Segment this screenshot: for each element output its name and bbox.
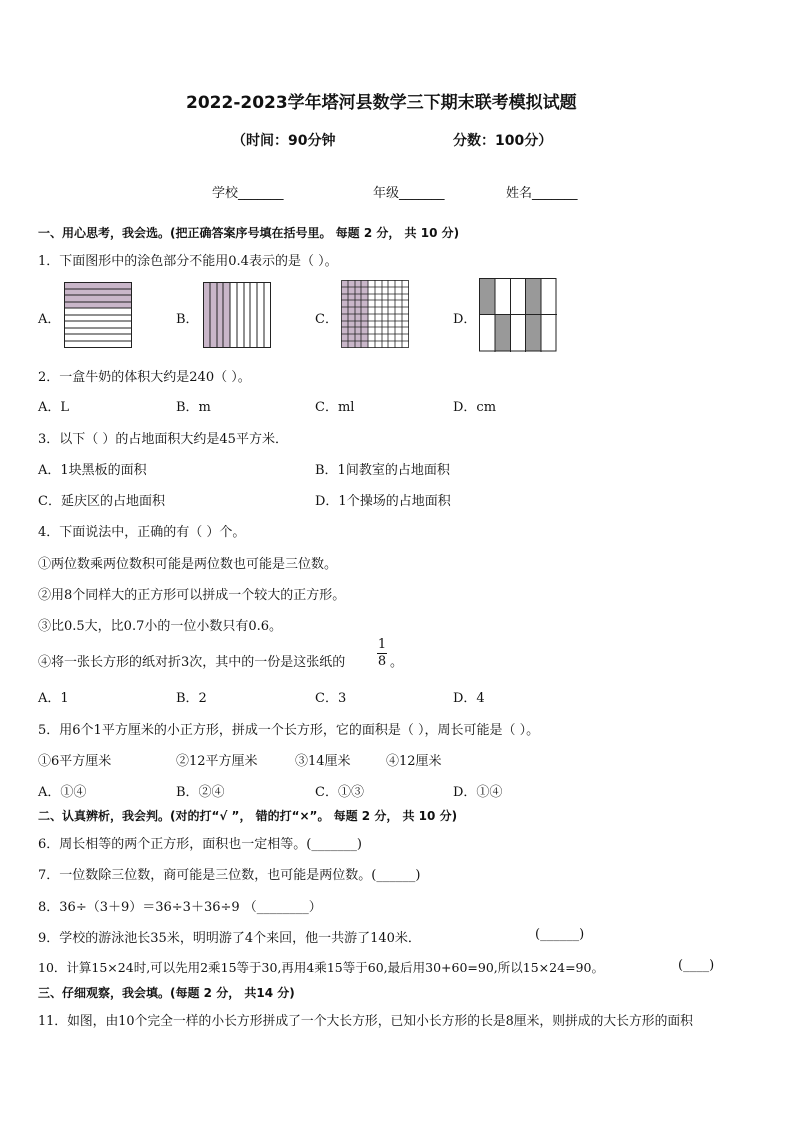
q1-figure-d: [479, 278, 557, 352]
q2-stem: 2．一盒牛奶的体积大约是240（ ）。: [38, 370, 251, 385]
q1-stem: 1．下面图形中的涂色部分不能用0.4表示的是（ ）。: [38, 254, 338, 269]
q2-option-b: B．m: [176, 400, 211, 415]
q4-option-b: B．2: [176, 691, 207, 706]
q3-option-a: A．1块黑板的面积: [38, 463, 147, 478]
q3-stem: 3．以下（ ）的占地面积大约是45平方米．: [38, 432, 288, 447]
q1-figure-c: [341, 280, 409, 348]
exam-score: 分数：100分）: [453, 133, 553, 149]
q10: 10．计算15×24时,可以先用2乘15等于30,再用4乘15等于60,最后用30+60=90,所以15×24=90。: [38, 960, 604, 975]
q11: 11．如图，由10个完全一样的小长方形拼成了一个大长方形，已知小长方形的长是8厘米，则拼成的大长方形的面积: [38, 1014, 693, 1029]
q4-statement-1: ①两位数乘两位数积可能是两位数也可能是三位数。: [38, 557, 338, 572]
school-field: 学校_______: [212, 186, 284, 201]
q5-item-1: ①6平方厘米: [38, 754, 112, 769]
fraction-numerator: 1: [377, 637, 387, 652]
section1-heading: 一、用心思考，我会选。(把正确答案序号填在括号里。 每题 2 分， 共 10 分): [38, 226, 460, 240]
q5-item-4: ④12厘米: [386, 754, 442, 769]
q4-statement-2: ②用8个同样大的正方形可以拼成一个较大的正方形。: [38, 588, 346, 603]
q8: 8．36÷（3＋9）＝36÷3＋36÷9 （________）: [38, 900, 322, 915]
q2-option-d: D．cm: [453, 400, 497, 415]
q1-figure-b: [203, 282, 271, 348]
fraction-one-eighth: [377, 638, 387, 669]
q5-option-d: D．①④: [453, 785, 503, 800]
fraction-denominator: 8: [377, 654, 387, 669]
page-title: 2022-2023学年塔河县数学三下期末联考模拟试题: [186, 93, 577, 113]
q3-option-b: B．1间教室的占地面积: [315, 463, 450, 478]
q1-figure-a: [64, 282, 132, 348]
q4-option-a: A．1: [38, 691, 69, 706]
q5-option-b: B．②④: [176, 785, 225, 800]
q10-blank: (____): [678, 958, 715, 973]
q3-option-d: D．1个操场的占地面积: [315, 494, 451, 509]
exam-time: （时间：90分钟: [232, 133, 336, 149]
section3-heading: 三、仔细观察，我会填。(每题 2 分， 共14 分): [38, 986, 295, 1000]
q9-blank: (______): [535, 927, 585, 942]
q5-item-2: ②12平方厘米: [176, 754, 258, 769]
q4-statement-3: ③比0.5大，比0.7小的一位小数只有0.6。: [38, 619, 283, 634]
q2-option-c: C．ml: [315, 400, 355, 415]
q7: 7．一位数除三位数，商可能是三位数，也可能是两位数。(______): [38, 868, 421, 883]
q5-option-c: C．①③: [315, 785, 364, 800]
name-field: 姓名_______: [506, 186, 578, 201]
q1-label-c: C．: [315, 312, 338, 327]
q1-label-b: B．: [176, 312, 199, 327]
q4-option-d: D．4: [453, 691, 485, 706]
q3-option-c: C．延庆区的占地面积: [38, 494, 165, 509]
q4-stem: 4．下面说法中，正确的有（ ）个。: [38, 525, 246, 540]
section2-heading: 二、认真辨析，我会判。(对的打“√ ”， 错的打“×”。 每题 2 分， 共 10 分): [38, 809, 458, 823]
grade-field: 年级_______: [373, 186, 445, 201]
q2-option-a: A．L: [38, 400, 70, 415]
q5-item-3: ③14厘米: [295, 754, 351, 769]
q9: 9．学校的游泳池长35米，明明游了4个来回，他一共游了140米．: [38, 931, 421, 946]
q1-label-d: D．: [453, 312, 477, 327]
q4-option-c: C．3: [315, 691, 347, 706]
q5-option-a: A．①④: [38, 785, 87, 800]
q6: 6．周长相等的两个正方形，面积也一定相等。(_______): [38, 837, 362, 852]
q4-statement-4-end: 。: [390, 655, 404, 670]
q1-label-a: A．: [38, 312, 61, 327]
q4-statement-4: ④将一张长方形的纸对折3次，其中的一份是这张纸的: [38, 655, 346, 670]
q5-stem: 5．用6个1平方厘米的小正方形，拼成一个长方形，它的面积是（ ），周长可能是（ ）。: [38, 723, 540, 738]
